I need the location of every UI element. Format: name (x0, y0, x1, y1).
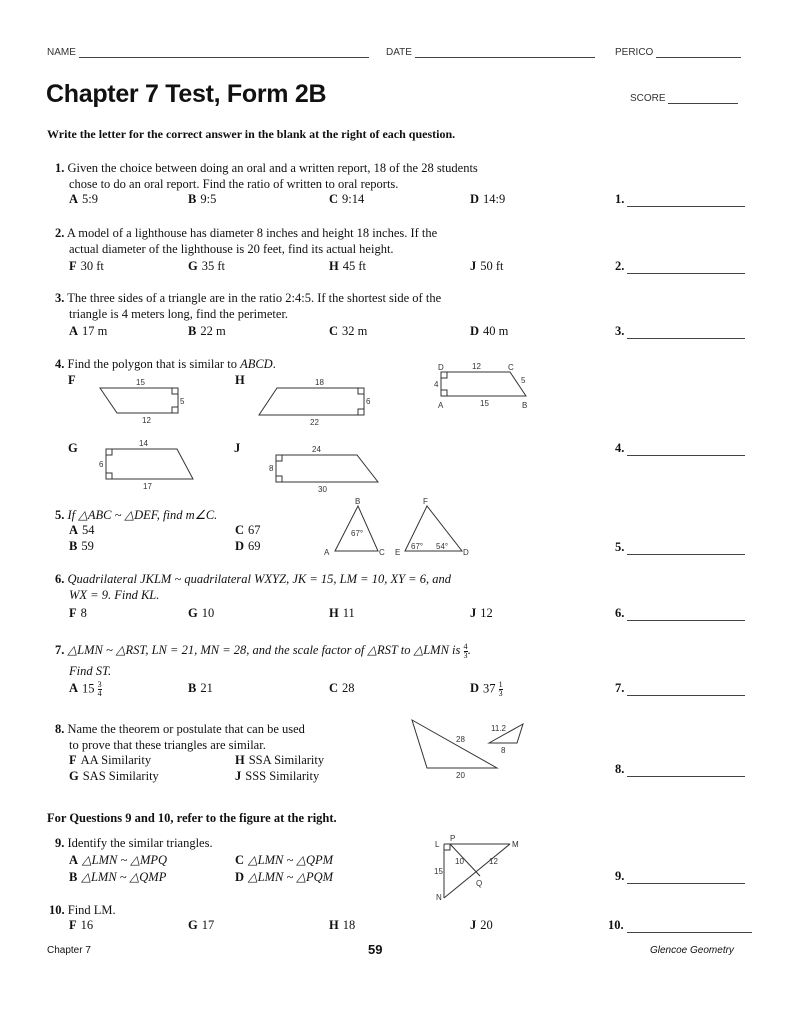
choice-letter: G (188, 259, 198, 273)
choice (69, 539, 94, 554)
question-7 (55, 642, 471, 660)
choice-letter: D (470, 324, 480, 338)
choice-text: 30 ft (80, 259, 104, 273)
choice (69, 918, 93, 933)
choice-text: 14:9 (483, 192, 506, 206)
question-text: Identify the similar triangles. (67, 836, 213, 850)
choice-letter: C (329, 681, 339, 695)
choice-text: 40 m (483, 324, 509, 338)
choice (188, 681, 213, 696)
page-number: 59 (368, 942, 383, 957)
vertex-label: F (423, 497, 428, 506)
segment-nm (444, 844, 510, 898)
choice (69, 769, 159, 784)
choice-letter: G (188, 606, 198, 620)
question-number: 3. (55, 291, 65, 305)
answer-label: 4. (615, 441, 625, 455)
question-text: △LMN ~ △RST, LN = 21, MN = 28, and the scale factor of △RST to △LMN is (67, 643, 461, 657)
choice-letter: D (470, 681, 480, 696)
choice-text: 32 m (342, 324, 368, 338)
vertex-label: A (324, 548, 330, 557)
choice-text: 16 (80, 918, 94, 932)
choice (69, 753, 151, 768)
choice-text: 50 ft (480, 259, 504, 273)
choice-text: 18 (342, 918, 356, 932)
question-number: 2. (55, 226, 65, 240)
question-text: chose to do an oral report. Find the ratio of written to oral reports. (69, 177, 399, 191)
date-label: DATE (386, 47, 412, 58)
figure-label: 18 (315, 378, 324, 387)
figure-label: 17 (143, 482, 152, 491)
figure-label: 22 (310, 418, 319, 427)
question-number: 5. (55, 508, 65, 522)
choice-text: 10 (201, 606, 215, 620)
figure-g (106, 449, 193, 479)
choice (69, 869, 166, 885)
question-number: 9. (55, 836, 65, 850)
choice-text: 28 (342, 681, 355, 695)
choice-text: 35 ft (201, 259, 225, 273)
choice-letter: J (235, 769, 242, 783)
period-label: PERICO (615, 47, 654, 58)
question-5 (55, 507, 217, 523)
choice-letter: D (470, 192, 480, 206)
choice-text: △LMN ~ △QPM (248, 853, 334, 867)
choice-letter: G (68, 441, 78, 455)
choice (470, 918, 493, 933)
choice-text: 5:9 (82, 192, 99, 206)
polygon-figures (0, 0, 800, 500)
choice-letter: A (69, 192, 79, 206)
score-label: SCORE (630, 93, 666, 104)
figure-f (100, 388, 178, 413)
answer-label: 8. (615, 762, 625, 776)
choice-letter: F (68, 373, 76, 387)
large-triangle (412, 720, 497, 768)
figure-label: 12 (472, 362, 481, 371)
vertex-label: B (355, 497, 361, 506)
choice (329, 918, 355, 933)
fraction (98, 681, 102, 698)
figure-label: 4 (434, 380, 439, 389)
figure-h (259, 388, 364, 415)
answer-label: 2. (615, 259, 625, 273)
question-text: ABCD (240, 357, 273, 371)
choice (235, 539, 261, 554)
denominator: 3 (463, 650, 468, 660)
choice (235, 869, 333, 885)
choice-letter: F (69, 259, 77, 273)
choice-letter: G (188, 918, 198, 932)
choice-letter: B (69, 539, 78, 553)
choice-text: 69 (248, 539, 261, 553)
figure-lmnpq (420, 830, 530, 900)
choice-letter: B (188, 681, 197, 695)
question-text: Find ST. (69, 664, 112, 678)
name-label: NAME (47, 47, 76, 58)
section-heading: For Questions 9 and 10, refer to the figure at the right. (47, 811, 337, 825)
figure-label: 6 (366, 397, 371, 406)
choice-letter: H (329, 259, 339, 273)
question-text: WX = 9. Find KL. (69, 588, 160, 602)
figure-abcd (441, 372, 526, 396)
question-text: . (272, 357, 276, 371)
choice-text: 45 ft (342, 259, 366, 273)
choice (69, 681, 102, 698)
choice-text: 9:14 (342, 192, 365, 206)
side-label: 12 (489, 857, 498, 866)
side-label: 11.2 (491, 724, 506, 733)
choice-letter: F (69, 753, 77, 767)
choice (69, 852, 167, 868)
vertex-label: B (522, 401, 528, 410)
vertex-label: Q (476, 879, 483, 888)
question-6 (55, 571, 451, 603)
figure-label: 14 (139, 439, 148, 448)
choice-letter: D (235, 539, 245, 553)
vertex-label: L (435, 840, 440, 849)
choice (329, 681, 355, 696)
answer-blank-6[interactable] (615, 606, 745, 621)
choice (235, 753, 324, 768)
angle-label: 67° (351, 529, 364, 538)
choice-letter: H (329, 918, 339, 932)
choice-letter: C (235, 853, 245, 867)
choice-letter: F (69, 918, 77, 932)
choice-letter: H (329, 606, 339, 620)
choice-text: 9:5 (200, 192, 217, 206)
answer-label: 10. (608, 918, 624, 932)
side-label: 15 (434, 867, 443, 876)
choice-text: 11 (342, 606, 355, 620)
choice (69, 523, 95, 538)
choice-text: 21 (200, 681, 213, 695)
figure-label: 24 (312, 445, 321, 454)
question-text: Name the theorem or postulate that can be used (67, 722, 305, 736)
choice-letter: H (235, 753, 245, 767)
figure-label: 8 (269, 464, 274, 473)
footer-chapter: Chapter 7 (47, 945, 91, 956)
choice-letter: A (69, 853, 79, 867)
answer-blank-4[interactable] (615, 441, 745, 456)
choice-letter: H (235, 373, 245, 387)
figure-label: 5 (180, 397, 185, 406)
question-number: 7. (55, 643, 65, 657)
question-8 (55, 721, 305, 753)
choice-text: 20 (480, 918, 493, 932)
question-text: Find the polygon that is similar to (67, 357, 241, 371)
question-text: . (467, 643, 471, 657)
figure-label: 5 (521, 376, 526, 385)
choice-text: 54 (82, 523, 95, 537)
answer-label: 9. (615, 869, 625, 883)
choice (235, 769, 319, 784)
answer-label: 6. (615, 606, 625, 620)
answer-blank-8[interactable] (615, 762, 745, 777)
vertex-label: N (436, 893, 442, 900)
choice (188, 918, 214, 933)
choice-text: SSA Similarity (248, 753, 325, 767)
answer-blank-10[interactable] (608, 918, 752, 933)
choice-text: 8 (80, 606, 87, 620)
choice-text: 17 m (82, 324, 108, 338)
side-label: 8 (501, 746, 506, 755)
answer-label: 1. (615, 192, 625, 206)
choice (188, 606, 214, 621)
question-text: Given the choice between doing an oral and a written report, 18 of the 28 students (67, 161, 478, 175)
numerator: 3 (97, 680, 102, 689)
choice-letter: G (69, 769, 79, 783)
question-7-line-2 (69, 664, 111, 679)
choice-letter: B (69, 870, 78, 884)
question-text: If △ABC ~ △DEF, find m∠C. (67, 508, 218, 522)
answer-label: 3. (615, 324, 625, 338)
choice-letter: A (69, 523, 79, 537)
choice (235, 523, 261, 538)
choice-text: △LMN ~ △QMP (81, 870, 167, 884)
choice-text: △LMN ~ △MPQ (82, 853, 168, 867)
choice-letter: J (470, 606, 477, 620)
question-text: A model of a lighthouse has diameter 8 inches and height 18 inches. If the (66, 226, 438, 240)
choice-letter: B (188, 324, 197, 338)
vertex-label: M (512, 840, 519, 849)
choice-letter: D (235, 870, 245, 884)
choice-letter: C (329, 324, 339, 338)
choice-text: 22 m (200, 324, 226, 338)
choice-letter: J (234, 441, 241, 455)
page-title: Chapter 7 Test, Form 2B (46, 80, 327, 108)
choice-letter: F (69, 606, 77, 620)
answer-blank-9[interactable] (615, 869, 745, 884)
question-number: 1. (55, 161, 65, 175)
choice-letter: J (470, 259, 477, 273)
question-text: triangle is 4 meters long, find the perimeter. (69, 307, 289, 321)
choice-letter: A (69, 681, 79, 696)
choice-text: 15 (82, 681, 95, 696)
side-label: 10 (455, 857, 464, 866)
question-number: 4. (55, 357, 65, 371)
choice (69, 606, 87, 621)
triangles-abc-def (300, 490, 500, 560)
footer-book: Glencoe Geometry (650, 945, 734, 956)
answer-label: 7. (615, 681, 625, 695)
choice-letter: A (69, 324, 79, 338)
choice-text: 67 (248, 523, 261, 537)
side-label: 28 (456, 735, 465, 744)
question-text: to prove that these triangles are similar. (69, 738, 266, 752)
choice-letter: B (188, 192, 197, 206)
angle-label: 67° (411, 542, 424, 551)
choice (329, 606, 355, 621)
choice-letter: J (470, 918, 477, 932)
figure-label: 6 (99, 460, 104, 469)
choice-text: 12 (480, 606, 493, 620)
choice (235, 852, 333, 868)
vertex-label: C (508, 363, 514, 372)
choice (470, 606, 493, 621)
figure-j (276, 455, 378, 482)
answer-blank-5[interactable] (615, 540, 745, 555)
question-text: Quadrilateral JKLM ~ quadrilateral WXYZ, JK = 15, LM = 10, XY = 6, and (67, 572, 451, 586)
choice-text: 17 (201, 918, 215, 932)
figure-label: 12 (142, 416, 151, 425)
vertex-label: P (450, 834, 456, 843)
angle-label: 54° (436, 542, 449, 551)
side-label: 20 (456, 771, 465, 780)
figure-label: 15 (136, 378, 145, 387)
choice-letter: C (235, 523, 245, 537)
choice (470, 681, 503, 698)
choice-letter: C (329, 192, 339, 206)
vertex-label: D (463, 548, 469, 557)
question-text: Find LM. (67, 903, 116, 917)
triangles-figure-q8 (400, 710, 550, 790)
vertex-label: E (395, 548, 401, 557)
figure-label: 15 (480, 399, 489, 408)
denominator: 4 (97, 689, 102, 698)
vertex-label: A (438, 401, 444, 410)
choice-text: SAS Similarity (82, 769, 159, 783)
question-10 (49, 903, 116, 918)
figure-label: 30 (318, 485, 327, 494)
numerator: 4 (463, 641, 468, 651)
denominator: 3 (498, 689, 503, 698)
choice-text: SSS Similarity (245, 769, 320, 783)
question-number: 6. (55, 572, 65, 586)
question-number: 8. (55, 722, 65, 736)
numerator: 1 (498, 680, 503, 689)
fraction (499, 681, 503, 698)
choice-text: AA Similarity (80, 753, 152, 767)
choice-text: 37 (483, 681, 496, 696)
question-number: 10. (49, 903, 65, 917)
answer-blank-7[interactable] (615, 681, 745, 696)
question-text: The three sides of a triangle are in the ratio 2:4:5. If the shortest side of the (67, 291, 442, 305)
choice-text: 59 (81, 539, 94, 553)
question-9 (55, 836, 213, 851)
answer-label: 5. (615, 540, 625, 554)
question-text: actual diameter of the lighthouse is 20 feet, find its actual height. (69, 242, 394, 256)
vertex-label: D (438, 363, 444, 372)
instructions: Write the letter for the correct answer in the blank at the right of each question. (47, 127, 456, 141)
choice-text: △LMN ~ △PQM (248, 870, 334, 884)
vertex-label: C (379, 548, 385, 557)
